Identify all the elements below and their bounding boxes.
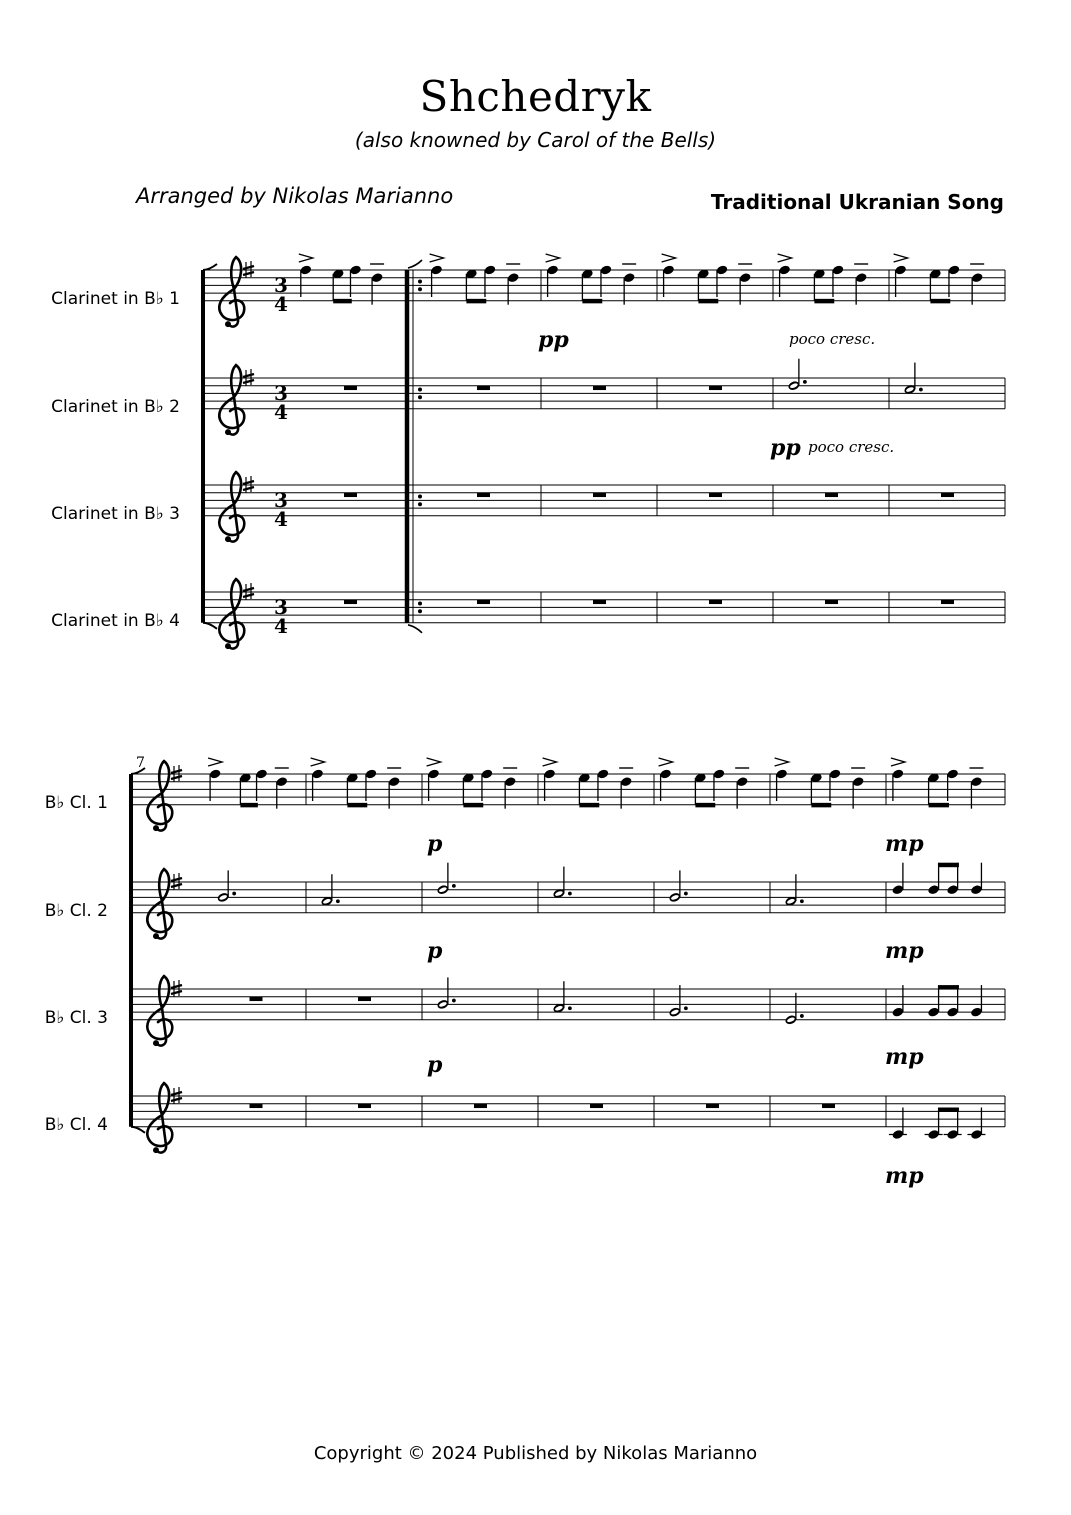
beam <box>939 985 959 990</box>
repeat-dot <box>418 502 422 506</box>
whole-rest <box>825 493 838 497</box>
augmentation-dot <box>684 1006 688 1010</box>
svg-text:4: 4 <box>274 400 288 424</box>
whole-rest <box>344 493 357 497</box>
beam <box>814 299 834 304</box>
svg-text:3: 3 <box>274 273 288 297</box>
repeat-hook <box>408 625 422 633</box>
beam <box>463 803 483 808</box>
accent-mark <box>543 758 557 766</box>
arranger-credit: Arranged by Nikolas Marianno <box>136 184 454 208</box>
score-title: Shchedryk <box>419 72 652 121</box>
augmentation-dot <box>919 388 923 392</box>
accent-mark <box>662 254 676 262</box>
copyright-notice: Copyright © 2024 Published by Nikolas Marianno <box>313 1443 758 1464</box>
augmentation-dot <box>568 1006 572 1010</box>
instrument-label: B♭ Cl. 1 <box>44 793 108 813</box>
treble-clef-icon <box>219 472 244 542</box>
accent-mark <box>778 254 792 262</box>
treble-clef-icon <box>147 869 172 939</box>
whole-rest <box>474 1104 487 1108</box>
beam <box>347 803 367 808</box>
accent-mark <box>208 758 222 766</box>
accent-mark <box>427 758 441 766</box>
dynamic-marking: pp <box>538 327 569 353</box>
repeat-dot <box>418 280 422 284</box>
composer-credit: Traditional Ukranian Song <box>710 190 1004 214</box>
accent-mark <box>299 254 313 262</box>
whole-rest <box>593 600 606 604</box>
accent-mark <box>659 758 673 766</box>
whole-rest <box>344 386 357 390</box>
whole-rest <box>250 1104 263 1108</box>
treble-clef-icon <box>147 761 172 831</box>
augmentation-dot <box>568 892 572 896</box>
augmentation-dot <box>336 899 340 903</box>
instrument-label: Clarinet in B♭ 4 <box>51 611 180 631</box>
augmentation-dot <box>803 380 807 384</box>
beam <box>939 1108 959 1113</box>
beam <box>333 299 352 304</box>
augmentation-dot <box>684 892 688 896</box>
whole-rest <box>358 1104 371 1108</box>
dynamic-marking: pp <box>770 435 801 461</box>
whole-rest <box>358 997 371 1001</box>
whole-rest <box>941 493 954 497</box>
beam <box>695 803 715 808</box>
whole-rest <box>593 386 606 390</box>
beam <box>582 299 602 304</box>
dynamic-marking: p <box>427 1052 443 1078</box>
accent-mark <box>311 758 325 766</box>
svg-text:3: 3 <box>274 595 288 619</box>
repeat-dot <box>418 388 422 392</box>
dynamic-marking: mp <box>885 1163 924 1189</box>
dynamic-marking: p <box>427 831 443 857</box>
beam <box>579 803 599 808</box>
augmentation-dot <box>452 884 456 888</box>
beam <box>698 299 718 304</box>
time-signature <box>274 273 288 638</box>
instrument-label: B♭ Cl. 3 <box>44 1008 108 1028</box>
notation <box>131 254 1005 1153</box>
repeat-dot <box>418 609 422 613</box>
dynamic-marking: mp <box>885 831 924 857</box>
score-subtitle: (also knowned by Carol of the Bells) <box>354 128 717 152</box>
whole-rest <box>593 493 606 497</box>
augmentation-dot <box>452 999 456 1003</box>
dynamic-marking: mp <box>885 938 924 964</box>
whole-rest <box>706 1104 719 1108</box>
whole-rest <box>709 493 722 497</box>
accent-mark <box>775 758 789 766</box>
svg-text:3: 3 <box>274 381 288 405</box>
augmentation-dot <box>232 892 236 896</box>
augmentation-dot <box>800 899 804 903</box>
treble-clef-icon <box>219 579 244 649</box>
beam <box>466 299 486 304</box>
dynamic-marking: p <box>427 938 443 964</box>
instrument-label: Clarinet in B♭ 3 <box>51 504 180 524</box>
whole-rest <box>250 997 263 1001</box>
bracket-hook <box>131 1127 145 1133</box>
whole-rest <box>709 386 722 390</box>
instrument-label: B♭ Cl. 2 <box>44 901 108 921</box>
accent-mark <box>894 254 908 262</box>
measure-number: 7 <box>136 755 145 771</box>
accent-mark <box>891 758 905 766</box>
beam <box>811 803 831 808</box>
repeat-hook <box>408 260 422 268</box>
svg-text:3: 3 <box>274 488 288 512</box>
expression-text: poco cresc. <box>789 330 876 348</box>
accent-mark <box>546 254 560 262</box>
beam <box>939 863 959 868</box>
repeat-dot <box>418 495 422 499</box>
augmentation-dot <box>800 1014 804 1018</box>
instrument-label: Clarinet in B♭ 2 <box>51 397 180 417</box>
treble-clef-icon <box>219 257 244 327</box>
dynamic-marking: mp <box>885 1044 924 1070</box>
svg-text:4: 4 <box>274 614 288 638</box>
bracket-hook <box>203 264 217 270</box>
treble-clef-icon <box>147 1083 172 1153</box>
whole-rest <box>477 386 490 390</box>
svg-text:4: 4 <box>274 507 288 531</box>
staff-lines <box>133 270 1005 1127</box>
beam <box>240 803 257 808</box>
whole-rest <box>822 1104 835 1108</box>
svg-text:4: 4 <box>274 292 288 316</box>
whole-rest <box>941 600 954 604</box>
treble-clef-icon <box>147 976 172 1046</box>
expression-text: poco cresc. <box>808 438 895 456</box>
repeat-dot <box>418 287 422 291</box>
accent-mark <box>430 254 444 262</box>
repeat-dot <box>418 602 422 606</box>
bracket-hook <box>203 623 217 629</box>
beam <box>929 803 949 808</box>
beam <box>930 299 950 304</box>
whole-rest <box>590 1104 603 1108</box>
whole-rest <box>477 493 490 497</box>
whole-rest <box>825 600 838 604</box>
whole-rest <box>709 600 722 604</box>
repeat-dot <box>418 395 422 399</box>
instrument-label: Clarinet in B♭ 1 <box>51 289 180 309</box>
whole-rest <box>477 600 490 604</box>
whole-rest <box>344 600 357 604</box>
treble-clef-icon <box>219 365 244 435</box>
instrument-label: B♭ Cl. 4 <box>44 1115 108 1135</box>
